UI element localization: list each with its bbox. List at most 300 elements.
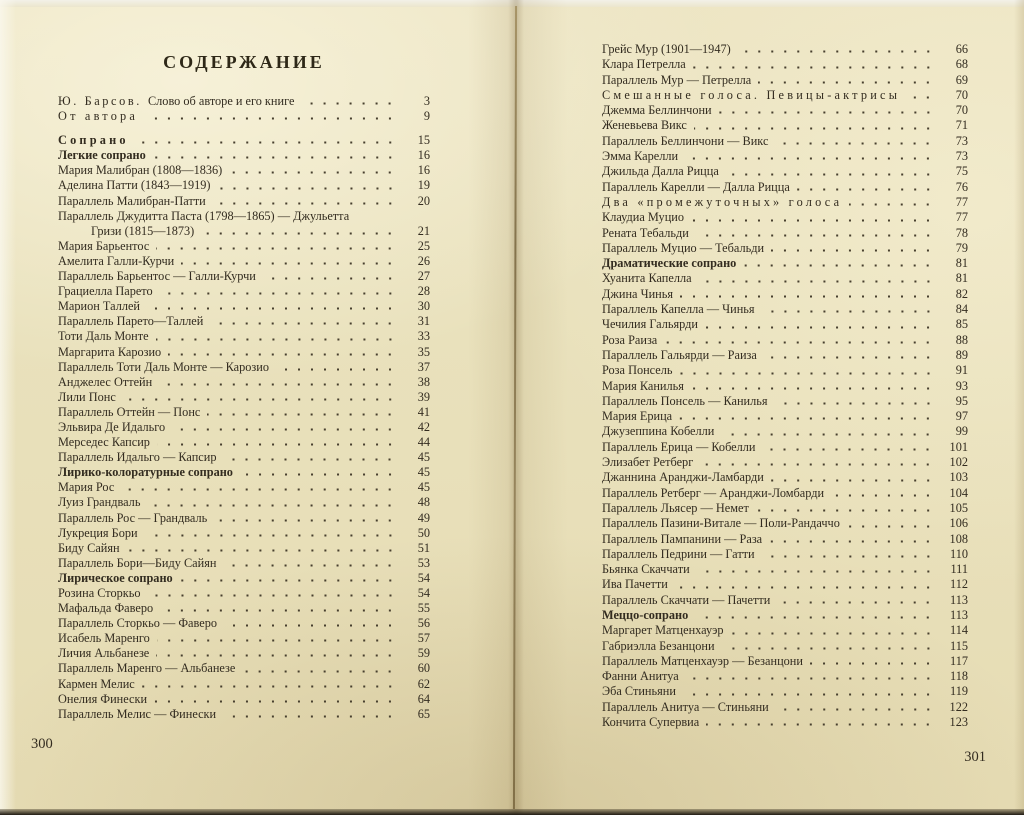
toc-entry	[58, 163, 430, 178]
dot-leader	[301, 101, 401, 106]
toc-page-number: 73	[955, 133, 968, 148]
toc-entry-text: Параллель Ретберг — Аранджи-Ломбарди	[602, 485, 825, 500]
toc-entry-text: Параллель Бори—Биду Сайян	[58, 555, 217, 570]
toc-entry	[58, 435, 430, 450]
toc-entry	[58, 526, 430, 541]
toc-page-number: 49	[417, 510, 430, 525]
dot-leader	[147, 306, 401, 311]
toc-entry-text: Джузеппина Кобелли	[602, 424, 715, 439]
dot-leader	[694, 126, 939, 131]
toc-entry-text: Параллель Понсель — Канилья	[602, 393, 768, 408]
toc-entry	[602, 562, 968, 577]
toc-entry-text: Джина Чинья	[602, 286, 673, 301]
toc-page-number: 70	[955, 87, 968, 102]
dot-leader	[154, 699, 401, 704]
dot-leader	[680, 294, 939, 299]
toc-entry	[58, 375, 430, 390]
toc-entry-text: Эльвира Де Идальго	[58, 419, 166, 434]
toc-entry	[58, 677, 430, 692]
dot-leader	[849, 202, 939, 207]
toc-page-number: 31	[417, 314, 430, 329]
toc-entry-text: Марион Таллей	[58, 299, 141, 314]
toc-entry	[602, 424, 968, 439]
toc-page-number: 79	[955, 240, 968, 255]
toc-entry	[602, 700, 968, 715]
toc-page-number: 85	[955, 317, 968, 332]
toc-entry	[602, 440, 968, 455]
toc-page-number: 102	[949, 455, 968, 470]
toc-entry-text: Ива Пачетти	[602, 577, 668, 592]
toc-entry	[58, 284, 430, 299]
toc-entry	[58, 329, 430, 344]
dot-leader	[224, 623, 401, 628]
toc-page-number: 20	[417, 193, 430, 208]
toc-entry-text: Гризи (1815—1873)	[91, 223, 195, 238]
toc-entry-text: Маргарет Матценхауэр	[602, 623, 724, 638]
toc-entry	[58, 254, 430, 269]
toc-entry-text: Анджелес Оттейн	[58, 374, 153, 389]
toc-entry-text: Онелия Финески	[58, 691, 148, 706]
toc-page-number: 71	[955, 118, 968, 133]
toc-entry-text: Эмма Карелли	[602, 149, 679, 164]
toc-entry-text: Параллель Ерица — Кобелли	[602, 439, 756, 454]
toc-entry-text: Два «промежуточных» голоса	[602, 194, 843, 209]
dot-leader	[680, 371, 940, 376]
toc-page-number: 28	[417, 284, 430, 299]
toc-entry-text: Розина Сторкьо	[58, 586, 141, 600]
toc-entry	[58, 707, 430, 722]
toc-page-number: 70	[955, 103, 968, 118]
toc-entry-text: Мария Барьентос	[58, 238, 150, 253]
toc-page-number: 106	[949, 516, 968, 531]
dot-leader	[679, 416, 939, 421]
toc-entry	[602, 57, 968, 72]
toc-page-number: 114	[950, 623, 968, 638]
toc-page-number: 39	[417, 389, 430, 404]
toc-page-number: 54	[417, 586, 430, 600]
toc-entry	[58, 390, 430, 405]
dot-leader	[775, 141, 939, 146]
book-gutter	[468, 0, 568, 815]
dot-leader	[696, 233, 939, 238]
toc-page-number: 122	[949, 699, 968, 714]
dot-leader	[695, 615, 939, 620]
dot-leader	[160, 291, 401, 296]
toc-entry-text: Бьянка Скаччати	[602, 562, 690, 577]
toc-page-number: 35	[417, 344, 430, 359]
toc-entry-text: Аделина Патти (1843—1919)	[58, 178, 211, 193]
toc-page-number: 54	[417, 570, 430, 585]
toc-entry	[58, 420, 430, 435]
toc-entry-text: Клара Петрелла	[602, 57, 686, 72]
toc-entry-text: Фанни Анитуа	[602, 669, 679, 684]
toc-entry-text: Легкие сопрано	[58, 148, 146, 163]
photo-left-edge	[0, 0, 16, 815]
toc-page-number: 97	[955, 409, 968, 424]
toc-entry	[602, 409, 968, 424]
dot-leader	[223, 457, 401, 462]
dot-leader	[223, 563, 401, 568]
dot-leader	[691, 386, 939, 391]
photo-bottom-edge	[0, 809, 1024, 815]
dot-leader	[142, 684, 401, 689]
toc-page-number: 117	[950, 653, 968, 668]
toc-entry-text: Параллель Муцио — Тебальди	[602, 240, 765, 255]
dot-leader	[721, 432, 939, 437]
toc-page-number: 108	[949, 531, 968, 546]
toc-entry-text: Мария Канилья	[602, 378, 684, 393]
toc-entry	[58, 616, 430, 631]
toc-entry	[58, 360, 430, 375]
toc-page-number: 89	[955, 347, 968, 362]
toc-entry	[58, 345, 430, 360]
toc-entry-text: Параллель Барьентос — Галли-Курчи	[58, 269, 256, 284]
toc-entry	[602, 88, 968, 103]
toc-entry	[58, 224, 430, 239]
toc-entry-text: Джемма Беллинчони	[602, 103, 712, 118]
toc-entry	[602, 241, 968, 256]
dot-leader	[156, 653, 401, 658]
dot-leader	[242, 669, 401, 674]
dot-leader	[758, 80, 939, 85]
toc-entry	[58, 511, 430, 526]
toc-entry-text: Параллель Гальярди — Раиза	[602, 347, 757, 362]
toc-entry	[602, 486, 968, 501]
toc-page-number: 99	[955, 424, 968, 439]
toc-entry-text: Параллель Джудитта Паста (1798—1865) — Джульетта	[58, 208, 350, 223]
toc-page-number: 104	[949, 485, 968, 500]
toc-page-number: 42	[417, 419, 430, 434]
dot-leader	[136, 140, 401, 145]
dot-leader	[775, 401, 939, 406]
toc-page-number: 27	[417, 269, 430, 284]
toc-page-number: 101	[949, 439, 968, 454]
dot-leader	[691, 218, 939, 223]
toc-entry-text: Параллель Мелис — Финески	[58, 706, 217, 721]
toc-page-number: 84	[955, 302, 968, 317]
toc-entry-text: Эба Стиньяни	[602, 684, 676, 699]
dot-leader	[263, 276, 401, 281]
dot-leader	[156, 337, 401, 342]
dot-leader	[769, 539, 939, 544]
toc-entry	[58, 495, 430, 510]
dot-leader	[771, 478, 939, 483]
toc-entry-text: Драматические сопрано	[602, 256, 737, 271]
photo-right-edge	[1014, 0, 1024, 815]
toc-entry-text: Биду Сайян	[58, 540, 120, 555]
dot-leader	[213, 201, 401, 206]
dot-leader	[726, 172, 939, 177]
toc-page-number: 68	[955, 57, 968, 72]
toc-page-number: 41	[417, 404, 430, 419]
dot-leader	[743, 263, 939, 268]
toc-page-number: 95	[955, 393, 968, 408]
dot-leader	[168, 352, 401, 357]
toc-entry	[58, 194, 430, 209]
toc-page-number: 77	[955, 194, 968, 209]
toc-page-number: 82	[955, 286, 968, 301]
toc-entry	[58, 314, 430, 329]
toc-entry	[602, 593, 968, 608]
dot-leader	[207, 412, 401, 417]
toc-entry	[602, 118, 968, 133]
dot-leader	[731, 631, 939, 636]
toc-page-number: 30	[417, 299, 430, 314]
toc-entry-text: Чечилия Гальярди	[602, 317, 698, 332]
toc-entry-text: Параллель Беллинчони — Викс	[602, 133, 769, 148]
toc-entry	[58, 646, 430, 661]
toc-entry-text: Лирическое сопрано	[58, 570, 173, 585]
toc-entry	[602, 394, 968, 409]
toc-page-number: 53	[417, 555, 430, 570]
dot-leader	[229, 170, 401, 175]
dot-leader	[762, 554, 939, 559]
toc-page-number: 113	[950, 592, 968, 607]
toc-entry-text: Смешанные голоса. Певицы-актрисы	[602, 87, 901, 102]
dot-leader	[776, 707, 939, 712]
toc-page-number: 50	[417, 525, 430, 540]
toc-entry-text: Мария Рос	[58, 480, 115, 495]
toc-entry-text: Лили Понс	[58, 389, 116, 404]
toc-entry	[602, 608, 968, 623]
toc-entry-author: Ю. Барсов.	[58, 94, 142, 108]
toc-entry	[602, 73, 968, 88]
toc-entry-text: Кармен Мелис	[58, 676, 135, 691]
toc-entry	[602, 287, 968, 302]
toc-entry	[58, 601, 430, 616]
toc-entry-text: Параллель Матценхауэр — Безанцони	[602, 653, 803, 668]
toc-entry-text: Мария Ерица	[602, 409, 673, 424]
toc-entry-text: От автора	[58, 109, 139, 124]
toc-entry-text: Лирико-колоратурные сопрано	[58, 465, 233, 480]
toc-entry	[58, 209, 430, 224]
dot-leader	[664, 340, 939, 345]
toc-entry	[602, 317, 968, 332]
toc-entry	[602, 180, 968, 195]
toc-entry	[602, 195, 968, 210]
dot-leader	[722, 646, 939, 651]
dot-leader	[145, 533, 401, 538]
toc-page-number: 15	[417, 133, 430, 148]
toc-entry	[58, 692, 430, 707]
dot-leader	[762, 447, 939, 452]
dot-leader	[218, 186, 401, 191]
toc-entry-text: Хуанита Капелла	[602, 271, 692, 286]
dot-leader	[121, 487, 401, 492]
toc-page-number: 112	[950, 577, 968, 592]
toc-entry	[58, 269, 430, 284]
toc-page-number: 62	[417, 676, 430, 691]
toc-entry	[58, 239, 430, 254]
toc-entry-text: Габриэлла Безанцони	[602, 638, 715, 653]
toc-entry	[58, 94, 430, 109]
toc-entry	[602, 256, 968, 271]
toc-page-number: 113	[950, 607, 968, 622]
dot-leader	[157, 442, 401, 447]
toc-entry-text: Параллель Анитуа — Стиньяни	[602, 699, 769, 714]
dot-leader	[127, 548, 401, 553]
toc-page-number: 55	[417, 601, 430, 616]
toc-entry	[602, 210, 968, 225]
toc-page-number: 69	[955, 72, 968, 87]
toc-entry	[58, 586, 430, 601]
dot-leader	[172, 427, 401, 432]
right-page-number: 301	[964, 749, 986, 765]
dot-leader	[157, 638, 401, 643]
toc-page-number: 93	[955, 378, 968, 393]
toc-entry	[58, 465, 430, 480]
toc-entry	[58, 631, 430, 646]
toc-entry	[58, 405, 430, 420]
dot-leader	[276, 367, 401, 372]
toc-entry-text: Грейс Мур (1901—1947)	[602, 42, 731, 56]
toc-entry	[58, 661, 430, 676]
dot-leader	[223, 714, 401, 719]
toc-entry-text: Исабель Маренго	[58, 631, 150, 646]
toc-page-number: 59	[417, 646, 430, 661]
toc-entry	[58, 480, 430, 495]
dot-leader	[738, 49, 939, 54]
dot-leader	[756, 508, 939, 513]
toc-entry	[602, 684, 968, 699]
toc-entry	[602, 302, 968, 317]
toc-entry	[602, 501, 968, 516]
toc-page-number: 88	[955, 332, 968, 347]
dot-leader	[201, 231, 401, 236]
toc-page-number: 60	[417, 661, 430, 676]
toc-entry-text: Параллель Льясер — Немет	[602, 500, 749, 515]
toc-entry-text: Параллель Малибран-Патти	[58, 193, 206, 208]
toc-entry-text: Параллель Сторкьо — Фаверо	[58, 616, 217, 631]
toc-entry	[602, 623, 968, 638]
dot-leader	[771, 248, 939, 253]
toc-entry	[58, 109, 430, 124]
toc-entry	[602, 470, 968, 485]
dot-leader	[145, 116, 401, 121]
toc-entry	[602, 271, 968, 286]
dot-leader	[706, 722, 939, 727]
toc-entry	[602, 149, 968, 164]
dot-leader	[240, 472, 401, 477]
toc-entry-text: Параллель Мур — Петрелла	[602, 72, 752, 87]
toc-entry	[602, 654, 968, 669]
toc-entry	[602, 455, 968, 470]
toc-entry-text: Параллель Парето—Таллей	[58, 314, 204, 329]
toc-page-number: 65	[417, 706, 430, 721]
toc-entry	[602, 669, 968, 684]
dot-leader	[181, 261, 401, 266]
toc-page-number: 16	[417, 163, 430, 178]
toc-entry-text: Параллель Капелла — Чинья	[602, 302, 755, 317]
dot-leader	[148, 593, 401, 598]
toc-entry-text: Ю. Барсов. Слово об авторе и его книге	[58, 94, 295, 108]
toc-page-number: 91	[955, 363, 968, 378]
toc-entry-text: Параллель Тоти Даль Монте — Карозио	[58, 359, 269, 374]
toc-entry	[58, 178, 430, 193]
toc-page-number: 57	[417, 631, 430, 646]
toc-title: СОДЕРЖАНИЕ	[163, 52, 325, 72]
toc-entry	[602, 639, 968, 654]
toc-page-number: 48	[417, 495, 430, 510]
dot-leader	[685, 156, 939, 161]
toc-page-number: 21	[417, 223, 430, 238]
dot-leader	[705, 325, 939, 330]
toc-entry-text: Женевьева Викс	[602, 118, 687, 133]
toc-entry	[602, 379, 968, 394]
toc-entry-text: Параллель Оттейн — Понс	[58, 404, 201, 419]
dot-leader	[764, 355, 939, 360]
toc-page-number: 111	[950, 562, 968, 577]
toc-entry	[58, 556, 430, 571]
toc-page-number: 56	[417, 616, 430, 631]
toc-entry	[602, 516, 968, 531]
toc-entry-text: Кончита Супервиа	[602, 715, 700, 730]
toc-entry-text: Джаннина Аранджи-Ламбарди	[602, 470, 764, 485]
toc-entry	[58, 541, 430, 556]
dot-leader	[847, 524, 939, 529]
dot-leader	[831, 493, 939, 498]
toc-entry	[602, 333, 968, 348]
toc-page-number: 110	[950, 546, 968, 561]
toc-page-number: 44	[417, 435, 430, 450]
toc-entry	[602, 532, 968, 547]
dot-leader	[686, 676, 939, 681]
toc-page-number: 45	[417, 450, 430, 465]
dot-leader	[214, 518, 401, 523]
toc-page-number: 81	[955, 271, 968, 286]
toc-entry-text: Роза Понсель	[602, 363, 673, 378]
dot-leader	[180, 578, 401, 583]
toc-entry-text: Луиз Грандваль	[58, 495, 141, 510]
left-page-entries	[58, 94, 430, 722]
toc-page-number: 25	[417, 238, 430, 253]
dot-leader	[719, 110, 939, 115]
toc-entry	[602, 363, 968, 378]
toc-page-number: 9	[423, 109, 430, 124]
dot-leader	[147, 503, 401, 508]
dot-leader	[683, 692, 939, 697]
toc-entry	[602, 134, 968, 149]
toc-page-number: 77	[955, 210, 968, 225]
toc-entry-text: Роза Раиза	[602, 332, 658, 347]
toc-entry-text: Тоти Даль Монте	[58, 329, 149, 344]
toc-page-number: 115	[950, 638, 968, 653]
toc-entry-text: Личия Альбанезе	[58, 646, 150, 661]
dot-leader	[156, 246, 401, 251]
toc-page-number: 75	[955, 164, 968, 179]
toc-entry	[602, 226, 968, 241]
dot-leader	[810, 661, 939, 666]
toc-entry	[602, 577, 968, 592]
toc-entry	[602, 42, 968, 57]
dot-leader	[160, 608, 401, 613]
toc-entry-text: Параллель Пампанини — Раза	[602, 531, 763, 546]
toc-page-number: 45	[417, 480, 430, 495]
dot-leader	[762, 309, 939, 314]
toc-entry-text: Параллель Педрини — Гатти	[602, 546, 755, 561]
left-page-number: 300	[31, 736, 53, 752]
toc-entry-text: Мария Малибран (1808—1836)	[58, 163, 223, 178]
toc-entry	[602, 348, 968, 363]
toc-entry-text: Параллель Карелли — Далла Рицца	[602, 179, 790, 194]
toc-entry-text: Мафальда Фаверо	[58, 601, 154, 616]
dot-leader	[210, 321, 401, 326]
toc-entry	[58, 571, 430, 586]
toc-entry-text: Параллель Пазини-Витале — Поли-Рандаччо	[602, 516, 840, 531]
toc-entry	[58, 148, 430, 163]
toc-page-number: 118	[950, 669, 968, 684]
dot-leader	[675, 585, 939, 590]
